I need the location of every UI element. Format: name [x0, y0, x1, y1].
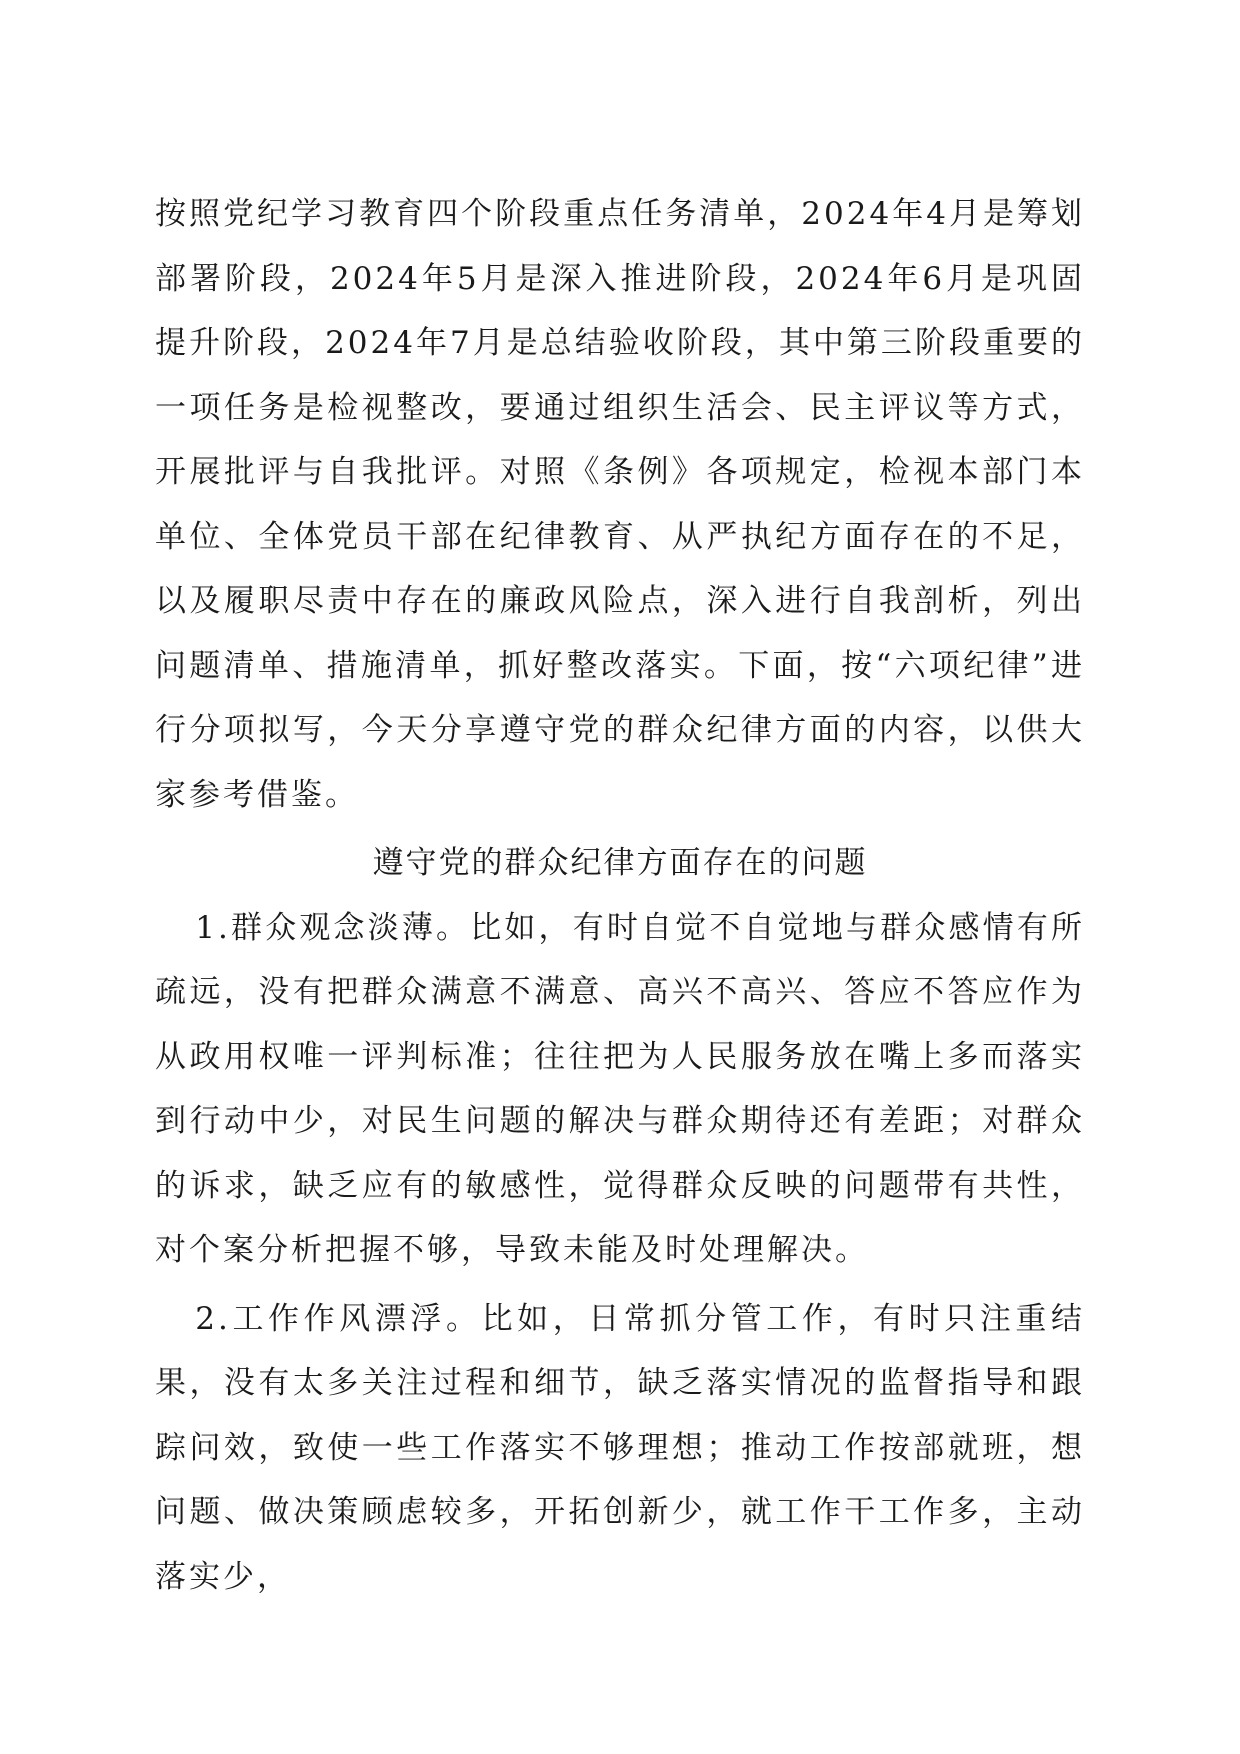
document-body — [155, 182, 1085, 1609]
section-title: 遵守党的群众纪律方面存在的问题 — [372, 845, 868, 881]
intro-paragraph: 按照党纪学习教育四个阶段重点任务清单，2024年4月是筹划部署阶段，2024年5月是深入推进阶段，2024年6月是巩固提升阶段，2024年7月是总结验收阶段，其中第三阶段重要的一项任务是检视整改，要通过组织生活会、民主评议等方式，开展批评与自我批评。对照《条例》各项规定，检视本部门本单位、全体党员干部在纪律教育、从严执纪方面存在的不足，以及履职尽责中存在的廉政风险点，深入进行自我剖析，列出问题清单、措施清单，抓好整改落实。下面，按“六项纪律”进行分项拟写，今天分享遵守党的群众纪律方面的内容，以供大家参考借鉴。 — [155, 196, 1085, 813]
list-item-2: 2.工作作风漂浮。比如，日常抓分管工作，有时只注重结果，没有太多关注过程和细节，缺乏落实情况的监督指导和跟踪问效，致使一些工作落实不够理想；推动工作按部就班，想问题、做决策顾虑较多，开拓创新少，就工作干工作多，主动落实少， — [155, 1300, 1085, 1595]
list-item-1: 1.群众观念淡薄。比如，有时自觉不自觉地与群众感情有所疏远，没有把群众满意不满意、高兴不高兴、答应不答应作为从政用权唯一评判标准；往往把为人民服务放在嘴上多而落实到行动中少，对民生问题的解决与群众期待还有差距；对群众的诉求，缺乏应有的敏感性，觉得群众反映的问题带有共性，对个案分析把握不够，导致未能及时处理解决。 — [155, 909, 1085, 1268]
